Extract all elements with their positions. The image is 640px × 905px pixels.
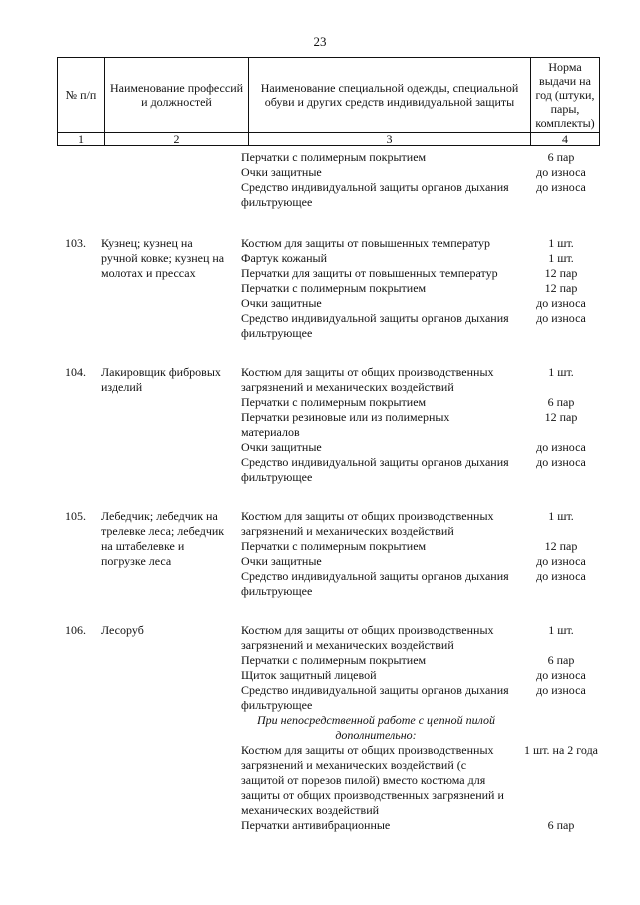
item-norm: 1 шт. <box>548 623 574 637</box>
item-name: Очки защитные <box>241 554 322 568</box>
row-items <box>241 509 616 599</box>
item-name: Костюм для защиты от общих производственных загрязнений и механических воздействий (с защитой от порезов пилой) вместо костюма для защиты от общих производственных загрязнений и механических воздействий <box>241 743 504 817</box>
row-profession: Кузнец; кузнец на ручной ковке; кузнец на молотах и прессах <box>101 236 225 280</box>
item-norm: 1 шт. на 2 года <box>523 743 599 757</box>
row-number: 106. <box>65 623 86 637</box>
item-name: Перчатки для защиты от повышенных температур <box>241 266 498 280</box>
item-line <box>241 683 616 713</box>
item-line <box>241 311 616 341</box>
item-norm: до износа <box>536 569 586 583</box>
item-norm: до износа <box>536 311 586 325</box>
item-line <box>241 180 616 210</box>
item-norm: до износа <box>536 455 586 469</box>
item-norm: 12 пар <box>544 410 578 424</box>
item-line <box>241 410 616 440</box>
item-name: Средство индивидуальной защиты органов дыхания фильтрующее <box>241 180 509 209</box>
table-row <box>0 236 640 341</box>
item-name: Перчатки с полимерным покрытием <box>241 150 427 164</box>
item-norm: 6 пар <box>547 818 575 832</box>
table-row <box>0 623 640 833</box>
item-line <box>241 668 616 683</box>
item-line <box>241 281 616 296</box>
table-row <box>0 509 640 599</box>
item-name: Костюм для защиты от повышенных температур <box>241 236 491 250</box>
row-items <box>241 150 616 210</box>
row-number: 104. <box>65 365 86 379</box>
item-name: Перчатки резиновые или из полимерных материалов <box>241 410 450 439</box>
item-line <box>241 236 616 251</box>
item-line <box>241 296 616 311</box>
page-number: 23 <box>313 34 327 49</box>
row-profession: Лебедчик; лебедчик на трелевке леса; лебедчик на штабелевке и погрузке леса <box>101 509 225 568</box>
item-name: Средство индивидуальной защиты органов дыхания фильтрующее <box>241 455 509 484</box>
item-norm: 12 пар <box>544 539 578 553</box>
item-name: Средство индивидуальной защиты органов дыхания фильтрующее <box>241 311 509 340</box>
item-name: Перчатки с полимерным покрытием <box>241 395 427 409</box>
item-norm: до износа <box>536 165 586 179</box>
item-norm: до износа <box>536 668 586 682</box>
item-name: Средство индивидуальной защиты органов дыхания фильтрующее <box>241 569 509 598</box>
item-name: Очки защитные <box>241 440 322 454</box>
additional-note: При непосредственной работе с цепной пилой дополнительно: <box>257 713 495 742</box>
item-line <box>241 509 616 539</box>
item-norm: до износа <box>536 683 586 697</box>
item-norm: 1 шт. <box>548 251 574 265</box>
item-norm: 1 шт. <box>548 365 574 379</box>
item-line <box>241 743 616 818</box>
header-num-1: 1 <box>58 133 105 146</box>
item-name: Перчатки с полимерным покрытием <box>241 539 427 553</box>
header-col-number: № п/п <box>58 58 105 133</box>
item-line <box>241 554 616 569</box>
item-norm: 1 шт. <box>548 509 574 523</box>
table-row <box>0 365 640 485</box>
item-line <box>241 150 616 165</box>
item-norm: 1 шт. <box>548 236 574 250</box>
table-body <box>0 150 640 833</box>
item-line <box>241 365 616 395</box>
header-num-2: 2 <box>105 133 249 146</box>
item-name: Щиток защитный лицевой <box>241 668 377 682</box>
item-line <box>241 818 616 833</box>
item-line <box>241 653 616 668</box>
item-name: Фартук кожаный <box>241 251 328 265</box>
row-number: 103. <box>65 236 86 250</box>
item-name: Очки защитные <box>241 296 322 310</box>
row-profession: Лесоруб <box>101 623 144 637</box>
item-name: Костюм для защиты от общих производственных загрязнений и механических воздействий <box>241 509 494 538</box>
row-items <box>241 623 616 833</box>
item-name: Перчатки с полимерным покрытием <box>241 653 427 667</box>
table-header <box>57 57 600 146</box>
item-line <box>241 251 616 266</box>
item-norm: 6 пар <box>547 150 575 164</box>
header-col-norm: Норма выдачи на год (штуки, пары, комплекты) <box>531 58 600 133</box>
item-name: Средство индивидуальной защиты органов дыхания фильтрующее <box>241 683 509 712</box>
item-norm: до износа <box>536 180 586 194</box>
table-row <box>0 150 640 210</box>
item-name: Костюм для защиты от общих производственных загрязнений и механических воздействий <box>241 365 494 394</box>
item-line <box>241 455 616 485</box>
item-norm: 12 пар <box>544 281 578 295</box>
item-line <box>241 165 616 180</box>
item-norm: 6 пар <box>547 395 575 409</box>
item-norm: до износа <box>536 440 586 454</box>
header-col-protection: Наименование специальной одежды, специальной обуви и других средств индивидуальной защиты <box>249 58 531 133</box>
item-norm: до износа <box>536 296 586 310</box>
header-num-4: 4 <box>531 133 600 146</box>
row-number: 105. <box>65 509 86 523</box>
row-items <box>241 236 616 341</box>
item-norm: 6 пар <box>547 653 575 667</box>
item-name: Перчатки с полимерным покрытием <box>241 281 427 295</box>
item-norm: 12 пар <box>544 266 578 280</box>
item-name: Перчатки антивибрационные <box>241 818 391 832</box>
header-col-profession: Наименование профессий и должностей <box>105 58 249 133</box>
item-line <box>241 569 616 599</box>
item-norm: до износа <box>536 554 586 568</box>
item-line <box>241 539 616 554</box>
row-profession: Лакировщик фибровых изделий <box>101 365 221 394</box>
item-name: Очки защитные <box>241 165 322 179</box>
item-line <box>241 623 616 653</box>
item-line <box>241 395 616 410</box>
header-num-3: 3 <box>249 133 531 146</box>
item-line <box>241 266 616 281</box>
item-line <box>241 440 616 455</box>
item-name: Костюм для защиты от общих производственных загрязнений и механических воздействий <box>241 623 494 652</box>
row-items <box>241 365 616 485</box>
